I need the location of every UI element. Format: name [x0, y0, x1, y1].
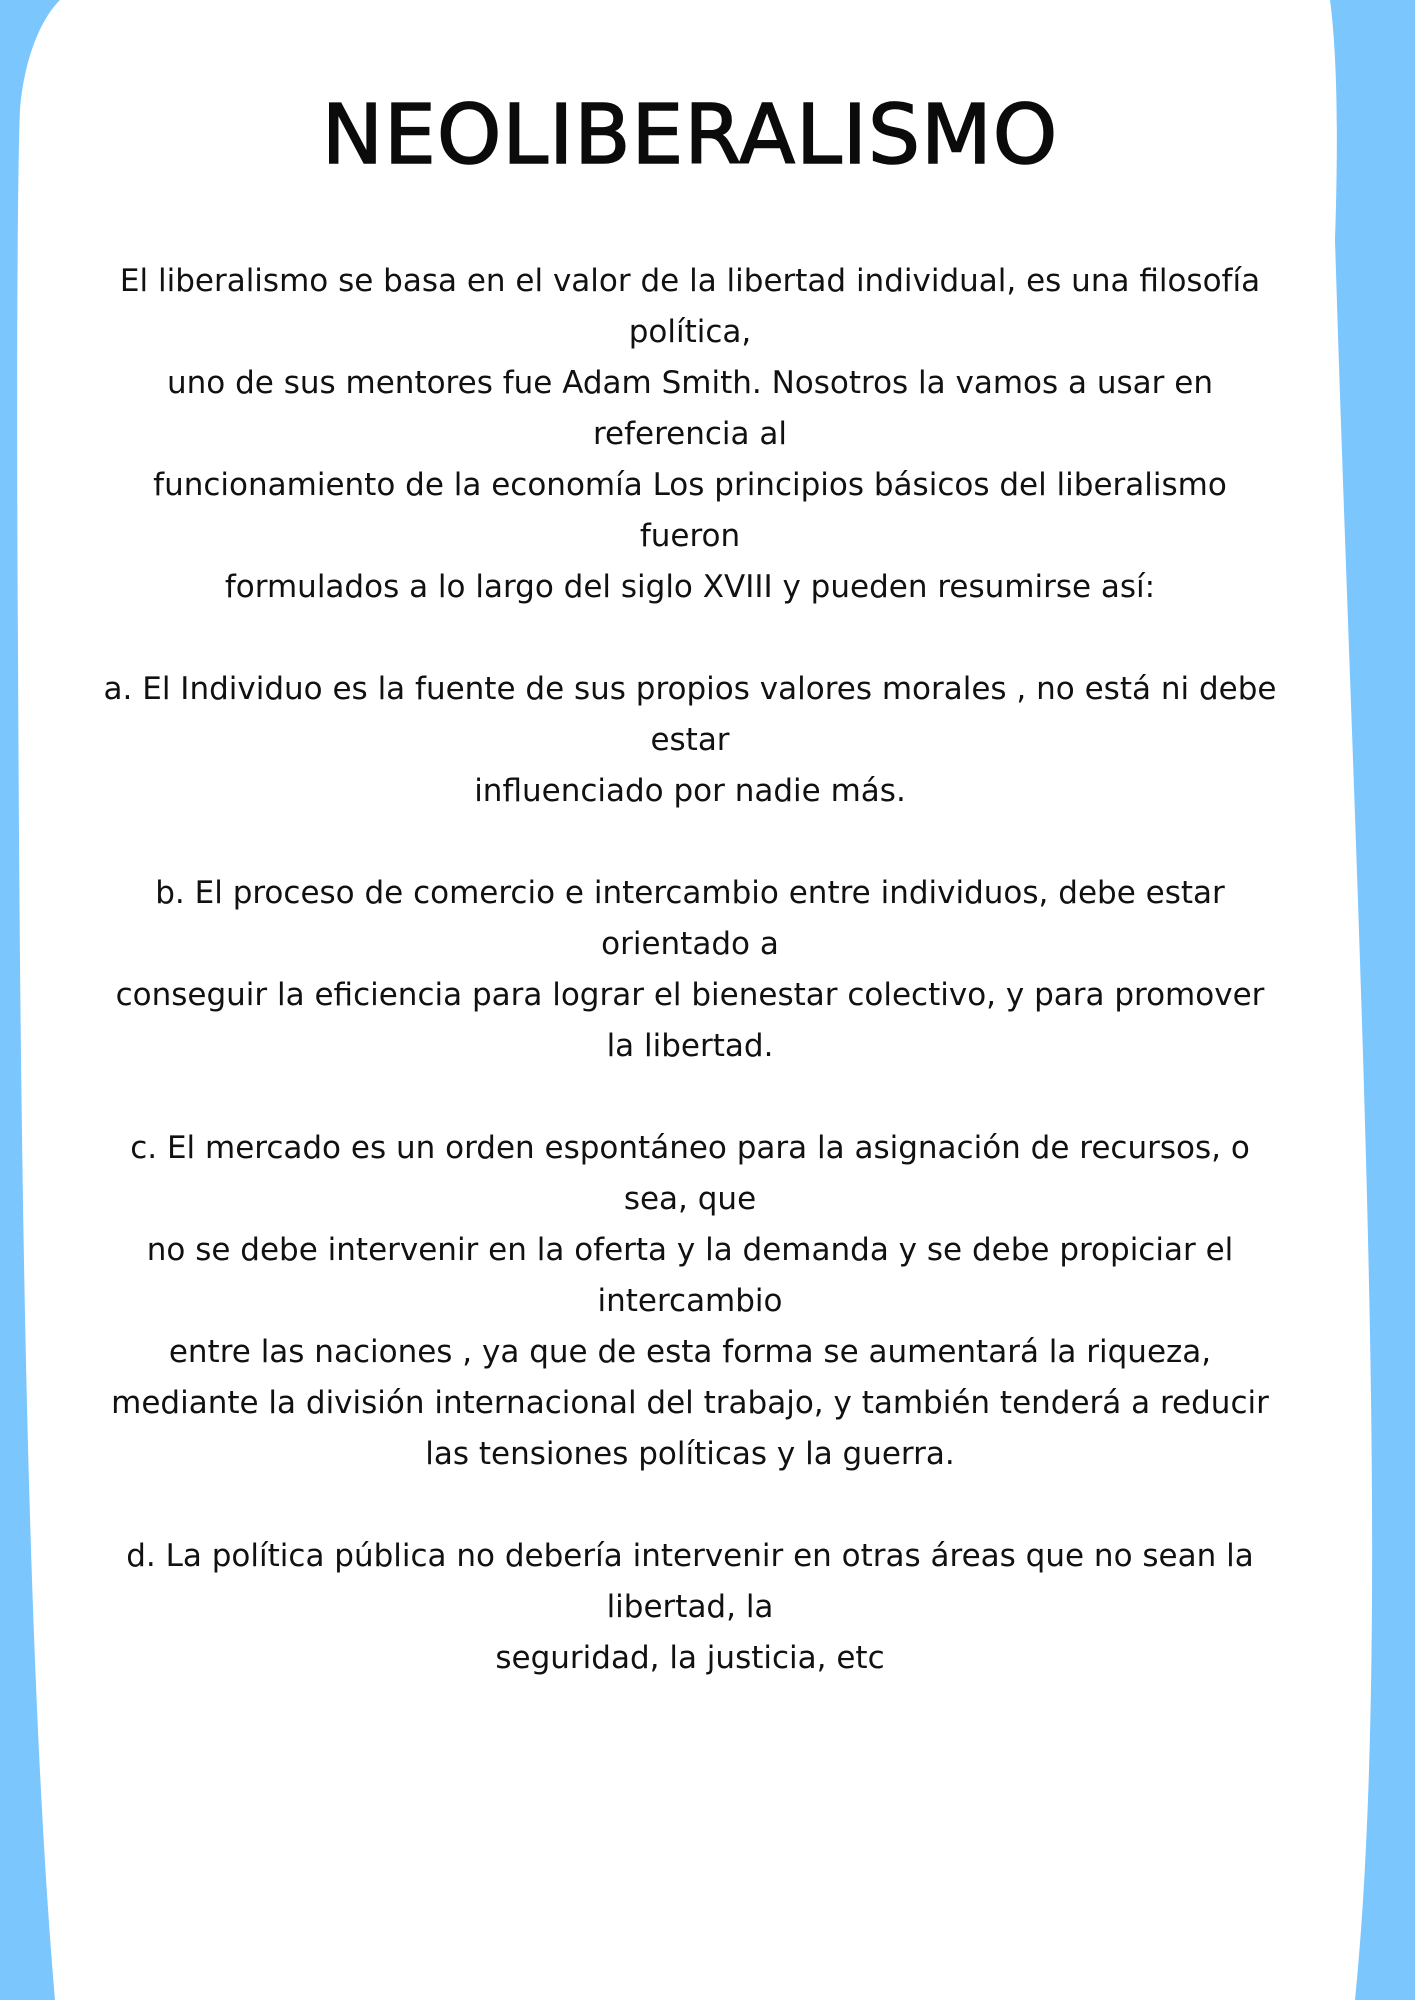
- text-line: sea, que: [623, 1181, 757, 1217]
- text-line: fueron: [639, 518, 741, 554]
- text-line: d. La política pública no debería intervenir en otras áreas que no sean la: [126, 1538, 1254, 1574]
- text-line: formulados a lo largo del siglo XVIII y pueden resumirse así:: [224, 569, 1156, 605]
- intro-paragraph: [70, 256, 1310, 613]
- text-line: a. El Individuo es la fuente de sus propios valores morales , no está ni debe: [103, 671, 1277, 707]
- paragraph-spacer: [70, 613, 1310, 664]
- text-line: mediante la división internacional del trabajo, y también tenderá a reducir: [111, 1385, 1269, 1421]
- text-line: conseguir la eficiencia para lograr el bienestar colectivo, y para promover: [115, 977, 1265, 1013]
- text-line: funcionamiento de la economía Los principios básicos del liberalismo: [153, 467, 1227, 503]
- paragraph-spacer: [70, 1072, 1310, 1123]
- text-line: estar: [650, 722, 730, 758]
- text-line: libertad, la: [606, 1589, 774, 1625]
- text-line: seguridad, la justicia, etc: [495, 1640, 885, 1676]
- body-text: [70, 256, 1310, 1684]
- text-line: no se debe intervenir en la oferta y la demanda y se debe propiciar el: [146, 1232, 1234, 1268]
- text-line: uno de sus mentores fue Adam Smith. Nosotros la vamos a usar en: [167, 365, 1213, 401]
- text-line: entre las naciones , ya que de esta forma se aumentará la riqueza,: [168, 1334, 1212, 1370]
- point-c-paragraph: [70, 1123, 1310, 1480]
- text-line: c. El mercado es un orden espontáneo para la asignación de recursos, o: [130, 1130, 1250, 1166]
- text-line: política,: [628, 314, 752, 350]
- text-line: intercambio: [597, 1283, 783, 1319]
- text-line: la libertad.: [606, 1028, 774, 1064]
- text-line: b. El proceso de comercio e intercambio entre individuos, debe estar: [155, 875, 1225, 911]
- text-line: referencia al: [592, 416, 788, 452]
- text-line: El liberalismo se basa en el valor de la libertad individual, es una filosofía: [119, 263, 1261, 299]
- page-title: NEOLIBERALISMO: [321, 88, 1059, 183]
- text-line: orientado a: [601, 926, 779, 962]
- point-d-paragraph: [70, 1531, 1310, 1684]
- point-b-paragraph: [70, 868, 1310, 1072]
- point-a-paragraph: [70, 664, 1310, 817]
- paragraph-spacer: [70, 1480, 1310, 1531]
- text-line: influenciado por nadie más.: [474, 773, 906, 809]
- paragraph-spacer: [70, 817, 1310, 868]
- text-line: las tensiones políticas y la guerra.: [425, 1436, 955, 1472]
